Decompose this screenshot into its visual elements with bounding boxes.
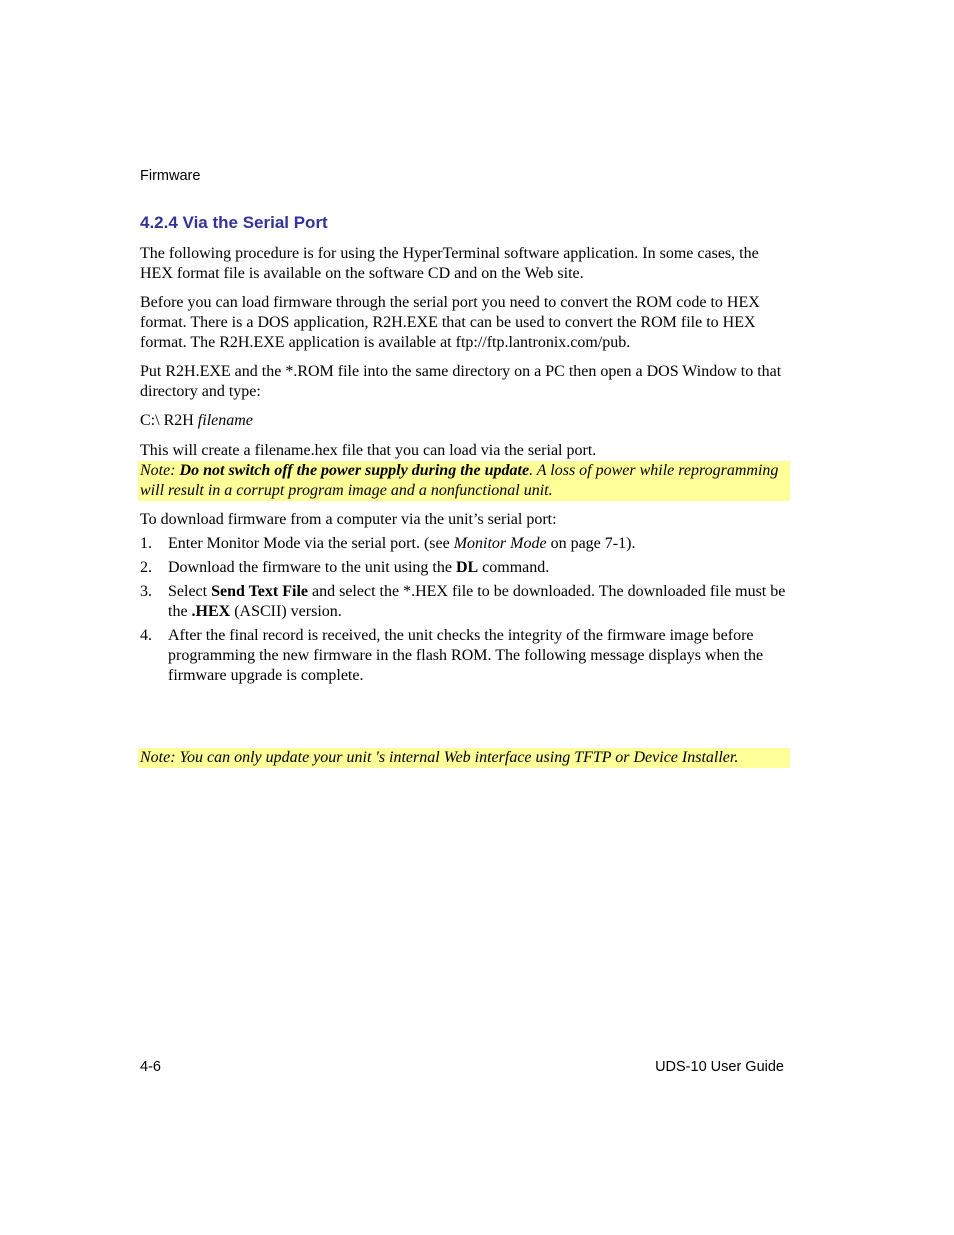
paragraph-result: This will create a filename.hex file that you can load via the serial port. bbox=[140, 442, 597, 459]
command-argument: filename bbox=[197, 412, 253, 429]
list-item bbox=[140, 582, 788, 622]
step-number: 3. bbox=[140, 583, 152, 600]
step-text: Download the firmware to the unit using the DL command. bbox=[168, 559, 550, 576]
note-label: Note: bbox=[140, 462, 180, 479]
hex-extension: .HEX bbox=[191, 603, 231, 620]
dl-command: DL bbox=[455, 559, 479, 576]
body-text bbox=[140, 244, 788, 768]
monitor-mode-reference: Monitor Mode bbox=[453, 535, 547, 552]
section-heading: 4.2.4 Via the Serial Port bbox=[140, 213, 328, 232]
list-item bbox=[140, 534, 788, 554]
step-number: 2. bbox=[140, 559, 152, 576]
document-page bbox=[140, 0, 788, 1235]
guide-title: UDS-10 User Guide bbox=[655, 1059, 784, 1075]
note-power-warning bbox=[138, 461, 790, 501]
list-item bbox=[140, 626, 788, 686]
step-text: After the final record is received, the unit checks the integrity of the firmware image before programming the new firmware in the flash ROM. The following message displays when the firmware upgrade is complete. bbox=[168, 627, 764, 684]
step-number: 1. bbox=[140, 535, 152, 552]
step-number: 4. bbox=[140, 627, 152, 644]
paragraph-intro: The following procedure is for using the HyperTerminal software application. In some cases, the HEX format file is available on the software CD and on the Web site. bbox=[140, 245, 759, 282]
step-text: Select Send Text File and select the *.HEX file to be downloaded. The downloaded file must be the .HEX (ASCII) version. bbox=[168, 583, 786, 620]
note-warning-bold: Do not switch off the power supply during the update bbox=[179, 462, 530, 479]
step-text: Enter Monitor Mode via the serial port. (see Monitor Mode on page 7-1). bbox=[168, 535, 636, 552]
page-number: 4-6 bbox=[140, 1059, 161, 1075]
note-warning-rest: . A loss of power while reprogramming will result in a corrupt program image and a nonfunctional unit. bbox=[140, 462, 779, 499]
running-header: Firmware bbox=[140, 168, 201, 184]
paragraph-convert: Before you can load firmware through the serial port you need to convert the ROM code to HEX format. There is a DOS application, R2H.EXE that can be used to convert the ROM file to HEX format. The R2H.EXE application is available at ftp://ftp.lantronix.com/pub. bbox=[140, 294, 760, 351]
spacer bbox=[140, 690, 788, 748]
steps-intro: To download firmware from a computer via the unit’s serial port: bbox=[140, 511, 557, 528]
list-item bbox=[140, 558, 788, 578]
command-prefix: C:\ R2H bbox=[140, 412, 198, 429]
note-web-interface: Note: You can only update your unit 's internal Web interface using TFTP or Device Installer. bbox=[138, 748, 790, 768]
command-line bbox=[140, 411, 788, 431]
paragraph-directory: Put R2H.EXE and the *.ROM file into the same directory on a PC then open a DOS Window to that directory and type: bbox=[140, 363, 782, 400]
send-text-file-option: Send Text File bbox=[211, 583, 308, 600]
steps-list bbox=[140, 534, 788, 686]
